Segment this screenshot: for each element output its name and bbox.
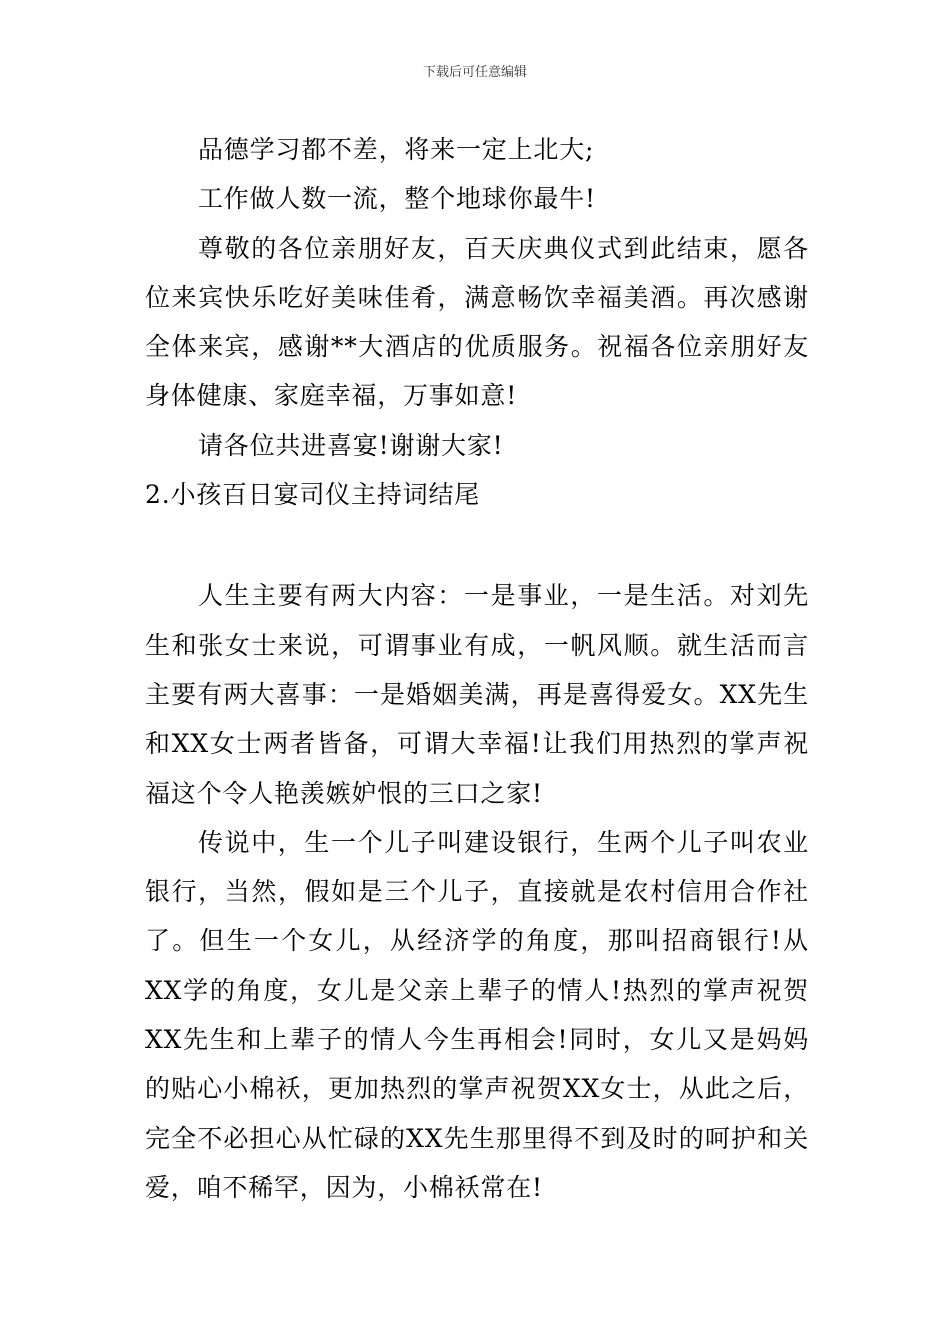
section-title: 2.小孩百日宴司仪主持词结尾 — [145, 480, 481, 510]
section-spacer — [145, 519, 809, 571]
paragraph: 人生主要有两大内容：一是事业，一是生活。对刘先生和张女士来说，可谓事业有成，一帆风顺。就生活而言主要有两大喜事：一是婚姻美满，再是喜得爱女。XX先生和XX女士两者皆备，可谓大幸福!让我们用热烈的掌声祝福这个令人艳羡嫉妒恨的三口之家! — [145, 581, 809, 808]
paragraph: 品德学习都不差，将来一定上北大; — [198, 135, 595, 164]
paragraph: 尊敬的各位亲朋好友，百天庆典仪式到此结束，愿各位来宾快乐吃好美味佳肴，满意畅饮幸福美酒。再次感谢全体来宾，感谢**大酒店的优质服务。祝福各位亲朋好友身体健康、家庭幸福，万事如意! — [145, 233, 809, 411]
paragraph: 传说中，生一个儿子叫建设银行，生两个儿子叫农业银行，当然，假如是三个儿子，直接就是农村信用合作社了。但生一个女儿，从经济学的角度，那叫招商银行!从XX学的角度，女儿是父亲上辈子的情人!热烈的掌声祝贺XX先生和上辈子的情人今生再相会!同时，女儿又是妈妈的贴心小棉袄，更加热烈的掌声祝贺XX女士，从此之后，完全不必担心从忙碌的XX先生那里得不到及时的呵护和关爱，咱不稀罕，因为，小棉袄常在! — [145, 827, 809, 1202]
paragraph: 工作做人数一流，整个地球你最牛! — [198, 184, 596, 214]
paragraph: 请各位共进喜宴!谢谢大家! — [198, 430, 504, 460]
page-header-note: 下载后可任意编辑 — [422, 65, 527, 80]
document-body — [145, 125, 809, 1212]
